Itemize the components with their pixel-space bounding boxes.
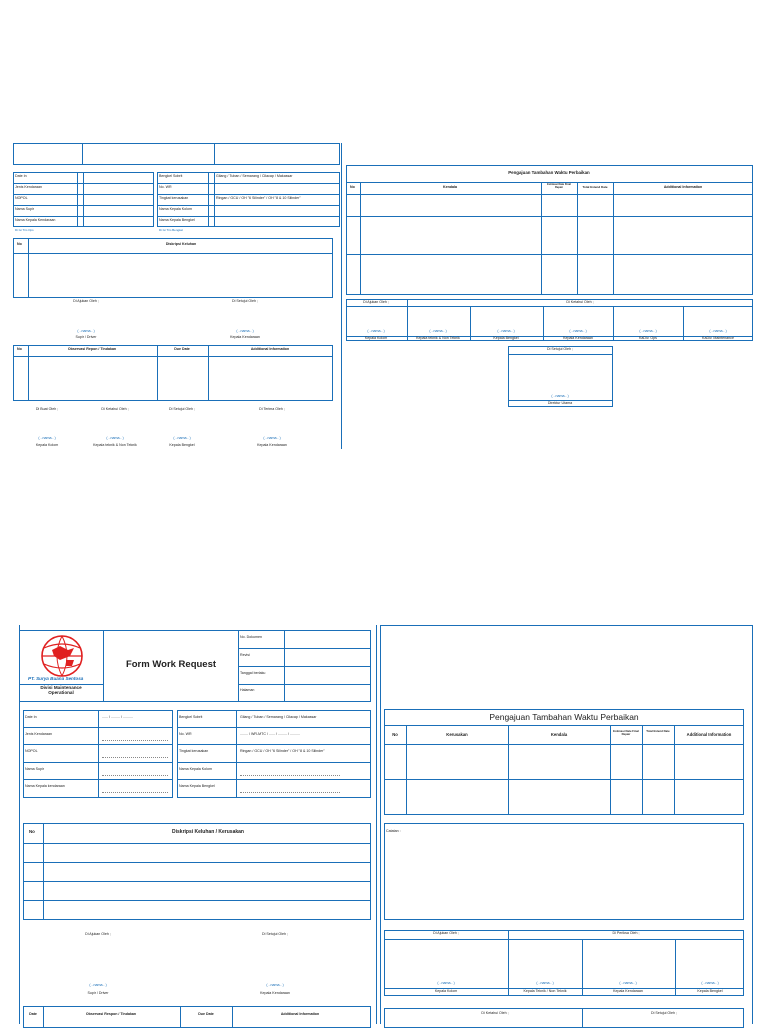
top-sig-label-2: Di Ketahui Oleh ; xyxy=(101,407,129,411)
top-sig-role-1: Kepala Kolom xyxy=(35,443,59,447)
tr-col-total: Total Extend Date xyxy=(582,185,608,189)
tr-direktur-name: ( ..nama.. ) xyxy=(551,394,569,398)
tr-role-2: Kepala teknik & Non Teknik xyxy=(416,336,460,340)
top-field-kepala: Nama Kepala Kendaraan xyxy=(15,218,56,222)
top-sig-name-3: ( ..nama.. ) xyxy=(173,436,191,440)
b-wr-value: ........ / WR-MTC / ...... / ......... / .......... xyxy=(240,732,300,736)
br-name-1: ( ..nama.. ) xyxy=(437,981,455,985)
br-col-kendala: Kendala xyxy=(550,732,568,737)
tr-name-6: ( ..nama.. ) xyxy=(709,329,727,333)
top-field-kepala-bengkel: Nama Kepala Bengkel xyxy=(159,218,195,222)
tr-col-kendala: Kendala xyxy=(443,185,457,189)
br-col-estimasi: Estimasi Date Final Repair xyxy=(613,729,639,736)
br-diajukan: Di Ajukan Oleh ; xyxy=(433,931,459,935)
top-keluhan-no: No xyxy=(17,242,22,246)
tr-role-6: KaDiv. Maintenance xyxy=(702,336,734,340)
top-field-tingkat: Tingkat kerusakan xyxy=(159,196,189,200)
top-obs-no: No xyxy=(17,347,22,351)
b-obs-title: Observasi Respon / Tindakan xyxy=(85,1012,137,1016)
top-field-jenis: Jenis Kendaraan xyxy=(15,185,42,189)
b-diajukan: Di Ajukan Oleh ; xyxy=(85,932,111,936)
top-sig-name-4: ( ..nama.. ) xyxy=(263,436,281,440)
top-field-supir: Nama Supir xyxy=(15,207,34,211)
tr-col-addinfo: Additional Information xyxy=(663,185,703,189)
top-sig-label-4: Di Terima Oleh ; xyxy=(259,407,285,411)
tr-name-3: ( ..nama.. ) xyxy=(497,329,515,333)
top-field-nopol: NOPOL xyxy=(15,196,28,200)
br-diketahui: Di Ketahui Oleh ; xyxy=(481,1011,509,1015)
top-sig-role-4: Kepala Kendaraan xyxy=(257,443,287,447)
b-name-1: ( ..nama.. ) xyxy=(89,983,107,987)
bottom-obs-box xyxy=(23,1006,371,1028)
top-sig-label-1: Di Buat Oleh ; xyxy=(35,407,59,411)
b-field-date-in: Date In xyxy=(25,715,37,719)
tr-role-3: Kepala Bengkel xyxy=(493,336,519,340)
br-name-4: ( ..nama.. ) xyxy=(701,981,719,985)
b-field-kepala-bengkel: Nama Kepala Bengkel xyxy=(179,784,215,788)
form-title: Form Work Request xyxy=(125,659,217,670)
doc-revisi: Revisi xyxy=(240,653,250,657)
tr-name-5: ( ..nama.. ) xyxy=(639,329,657,333)
tr-col-estimasi: Estimasi Date Final Repair xyxy=(547,183,571,189)
top-obs-addinfo: Additional Information xyxy=(250,347,290,351)
br-col-total: Total Extend Date xyxy=(646,729,670,733)
doc-tanggal: Tanggal berlaku xyxy=(240,671,266,675)
b-keluhan-no: No xyxy=(29,829,35,834)
tr-name-1: ( ..nama.. ) xyxy=(367,329,385,333)
top-obs-box xyxy=(13,345,333,401)
top-disetujui: Di Setujui Oleh ; xyxy=(232,299,258,303)
top-obs-due: Due Date xyxy=(174,347,190,351)
b-disetujui: Di Setujui Oleh ; xyxy=(262,932,288,936)
division-name: Divisi Maintenance Operational xyxy=(40,685,82,695)
tr-name-2: ( ..nama.. ) xyxy=(429,329,447,333)
b-field-tingkat: Tingkat kerusakan xyxy=(179,749,209,753)
br-disetujui: Di Setujui Oleh ; xyxy=(651,1011,677,1015)
company-name: PT. Surya Buana Sentosa xyxy=(28,676,84,681)
b-obs-addinfo: Additional Information xyxy=(280,1012,320,1016)
top-obs-title: Observasi Repon / Tindakan xyxy=(67,347,117,351)
br-bottom-box xyxy=(384,1008,744,1028)
b-field-supir: Nama Supir xyxy=(25,767,44,771)
top-name-2: ( ..nama.. ) xyxy=(236,329,254,333)
top-header-box xyxy=(13,143,340,165)
bottom-divider xyxy=(376,625,377,1024)
b-obs-date: Date xyxy=(29,1012,37,1016)
tr-role-5: KaDiv. Ops xyxy=(639,336,657,340)
top-field-bengkel: Bengkel Sobrit xyxy=(159,174,183,178)
b-field-kolom: Nama Kepala Kolom xyxy=(179,767,212,771)
top-supir: Supir / Driver xyxy=(75,335,97,339)
top-field-date-in: Date In xyxy=(15,174,27,178)
tr-diajukan: Di Ajukan Oleh ; xyxy=(363,300,389,304)
b-name-2: ( ..nama.. ) xyxy=(266,983,284,987)
tr-direktur: Direktur Utama xyxy=(547,401,573,405)
b-field-kepala: Nama Kepala kendaraan xyxy=(25,784,65,788)
b-field-jenis: Jenis Kendaraan xyxy=(25,732,52,736)
top-kepala-kendaraan: Kepala Kendaraan xyxy=(230,335,260,339)
tr-col-no: No xyxy=(350,185,355,189)
br-name-2: ( ..nama.. ) xyxy=(536,981,554,985)
b-field-nopol: NOPOL xyxy=(25,749,38,753)
br-name-3: ( ..nama.. ) xyxy=(619,981,637,985)
top-field-wr: No. WR xyxy=(159,185,172,189)
doc-no: No. Dokumen xyxy=(240,635,262,639)
top-sig-label-3: Di Setujui Oleh ; xyxy=(169,407,195,411)
top-under-right: Di Isi Tim Bengkel xyxy=(159,228,184,232)
br-role-1: Kepala Kolom xyxy=(434,989,458,993)
br-title: Pengajuan Tambahan Waktu Perbaikan xyxy=(489,712,639,722)
b-field-wr: No. WR xyxy=(179,732,192,736)
b-tingkat-value: Ringan / GCU / OH "6 Silinder" / OH "8 & 10 Silinder" xyxy=(240,749,325,753)
br-role-2: Kepala Teknik / Non Teknik xyxy=(523,989,567,993)
top-diajukan: Di Ajukan Oleh ; xyxy=(73,299,99,303)
br-col-addinfo: Additional Information xyxy=(686,732,732,737)
top-sig-name-1: ( ..nama.. ) xyxy=(38,436,56,440)
tr-disetujui: Di Setujui Oleh ; xyxy=(547,347,573,351)
top-under-left: Di Isi Tim Ops xyxy=(15,228,34,232)
br-catatan: Catatan : xyxy=(386,829,401,833)
b-obs-due: Due Date xyxy=(198,1012,214,1016)
company-logo xyxy=(30,634,92,678)
tr-role-1: Kepala Kolom xyxy=(364,336,388,340)
br-role-3: Kepala Kendaraan xyxy=(613,989,643,993)
top-field-kolom: Nama Kepala Kolom xyxy=(159,207,192,211)
tr-name-4: ( ..nama.. ) xyxy=(569,329,587,333)
top-keluhan-title: Diskripsi Keluhan xyxy=(165,242,197,246)
br-col-no: No xyxy=(392,732,398,737)
b-field-bengkel: Bengkel Sobrit xyxy=(179,715,203,719)
top-tingkat-value: Ringan / GCU / OH "6 Silinder" / OH "8 & 10 Silinder" xyxy=(216,196,301,200)
top-sig-role-3: Kepala Bengkel xyxy=(169,443,195,447)
b-kepala-kendaraan: Kepala Kendaraan xyxy=(260,991,290,995)
top-sig-name-2: ( ..nama.. ) xyxy=(106,436,124,440)
top-divider xyxy=(341,143,342,449)
b-bengkel-value: Gilang / Tuban / Semarang / Cilacap / Makassar xyxy=(240,715,317,719)
br-diperiksa: Di Periksa Oleh ; xyxy=(612,931,640,935)
top-keluhan-box xyxy=(13,238,333,298)
tr-role-4: Kepala Kendaraan xyxy=(563,336,593,340)
top-sig-role-2: Kepala teknik & Non Teknik xyxy=(93,443,137,447)
b-date-value: ...... / ......... / .......... xyxy=(102,715,133,719)
br-catatan-box xyxy=(384,823,744,920)
bottom-keluhan-box xyxy=(23,823,371,920)
br-col-kerusakan: Kerusakan xyxy=(446,732,468,737)
br-role-4: Kepala Bengkel xyxy=(697,989,723,993)
tr-title: Pengajuan Tambahan Waktu Perbaikan xyxy=(508,170,590,175)
tr-diketahui: Di Ketahui Oleh ; xyxy=(566,300,594,304)
top-name-1: ( ..nama.. ) xyxy=(77,329,95,333)
b-supir: Supir / Driver xyxy=(87,991,109,995)
b-keluhan-title: Diskripsi Keluhan / Kerusakan xyxy=(172,829,244,835)
doc-halaman: Halaman xyxy=(240,688,255,692)
top-bengkel-value: Gilang / Tuban / Semarang / Cilacap / Makassar xyxy=(216,174,293,178)
